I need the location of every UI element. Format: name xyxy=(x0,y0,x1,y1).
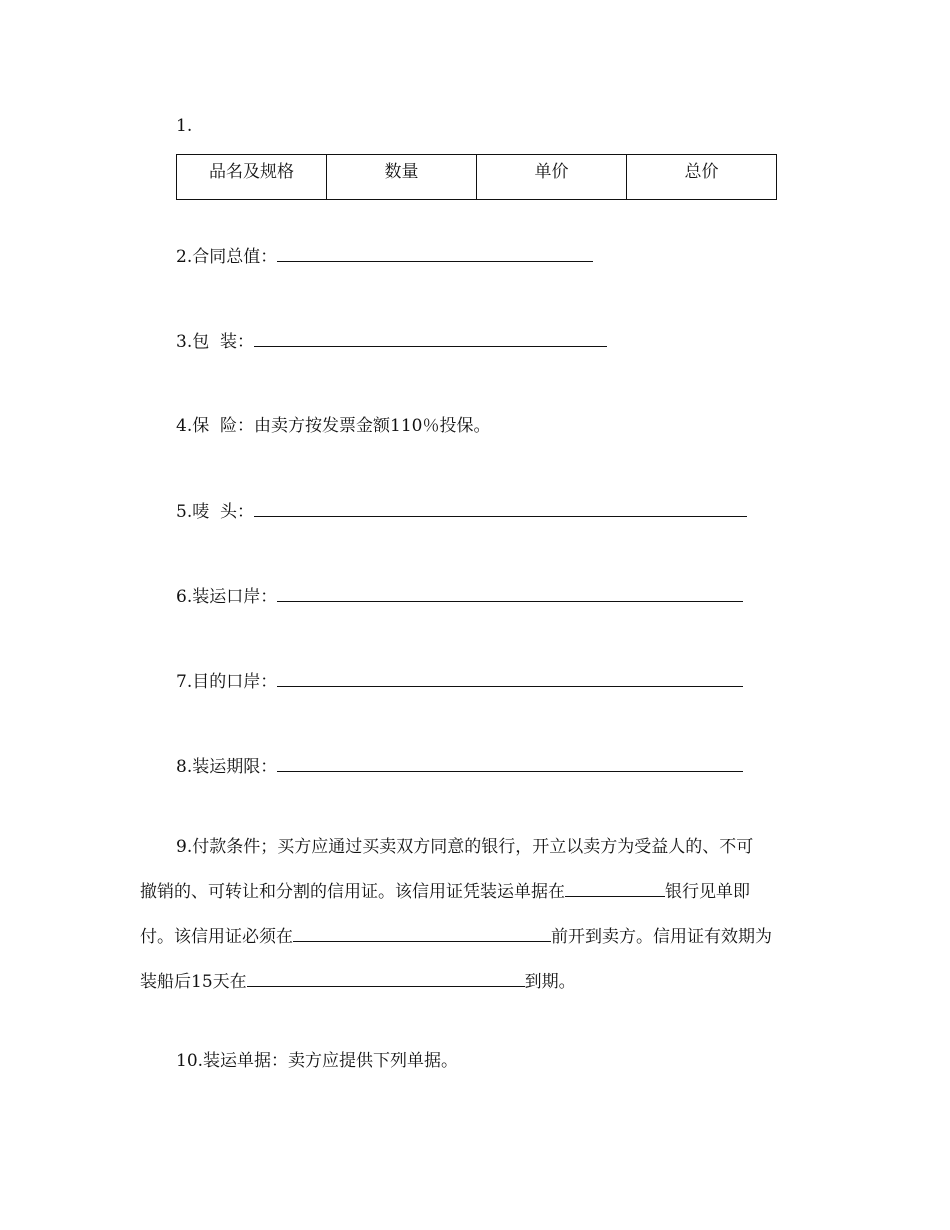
contract-total-field[interactable] xyxy=(277,245,593,262)
marks-field[interactable] xyxy=(254,500,747,517)
header-product-spec: 品名及规格 xyxy=(177,155,327,200)
lc-open-date-field[interactable] xyxy=(293,925,551,942)
item-9-payment-terms xyxy=(140,825,820,1005)
header-unit-price: 单价 xyxy=(477,155,627,200)
port-of-destination-field[interactable] xyxy=(277,670,743,687)
item-5-label: 5.唛 头： xyxy=(176,502,255,522)
table-header-row xyxy=(177,155,777,200)
item-3-packing xyxy=(176,330,607,353)
item-7-port-of-destination xyxy=(176,670,743,693)
packing-field[interactable] xyxy=(254,330,607,347)
payment-line-2: 撤销的、可转让和分割的信用证。该信用证凭装运单据在 银行见单即 xyxy=(140,882,750,902)
negotiating-bank-field[interactable] xyxy=(565,880,665,897)
item-5-marks xyxy=(176,500,747,523)
item-3-label: 3.包 装： xyxy=(176,332,255,352)
item-7-label: 7.目的口岸： xyxy=(176,672,278,692)
item-8-shipment-period xyxy=(176,755,743,778)
payment-line-3: 付。该信用证必须在 前开到卖方。信用证有效期为 xyxy=(140,927,772,947)
header-total-price: 总价 xyxy=(627,155,777,200)
payment-line-4: 装船后15天在 到期。 xyxy=(140,972,576,992)
item-6-label: 6.装运口岸： xyxy=(176,587,278,607)
item-1-number: 1. xyxy=(176,116,193,136)
item-8-label: 8.装运期限： xyxy=(176,757,278,777)
goods-table xyxy=(176,154,777,200)
item-10-shipping-documents: 10.装运单据：卖方应提供下列单据。 xyxy=(176,1051,459,1071)
item-2-label: 2.合同总值： xyxy=(176,247,278,267)
lc-expiry-place-field[interactable] xyxy=(247,970,525,987)
shipment-period-field[interactable] xyxy=(277,755,743,772)
header-quantity: 数量 xyxy=(327,155,477,200)
port-of-shipment-field[interactable] xyxy=(277,585,743,602)
item-2-contract-total xyxy=(176,245,593,268)
item-4-insurance: 4.保 险：由卖方按发票金额110％投保。 xyxy=(176,416,491,436)
payment-line-1: 9.付款条件；买方应通过买卖双方同意的银行，开立以卖方为受益人的、不可 xyxy=(176,837,754,857)
item-6-port-of-shipment xyxy=(176,585,743,608)
